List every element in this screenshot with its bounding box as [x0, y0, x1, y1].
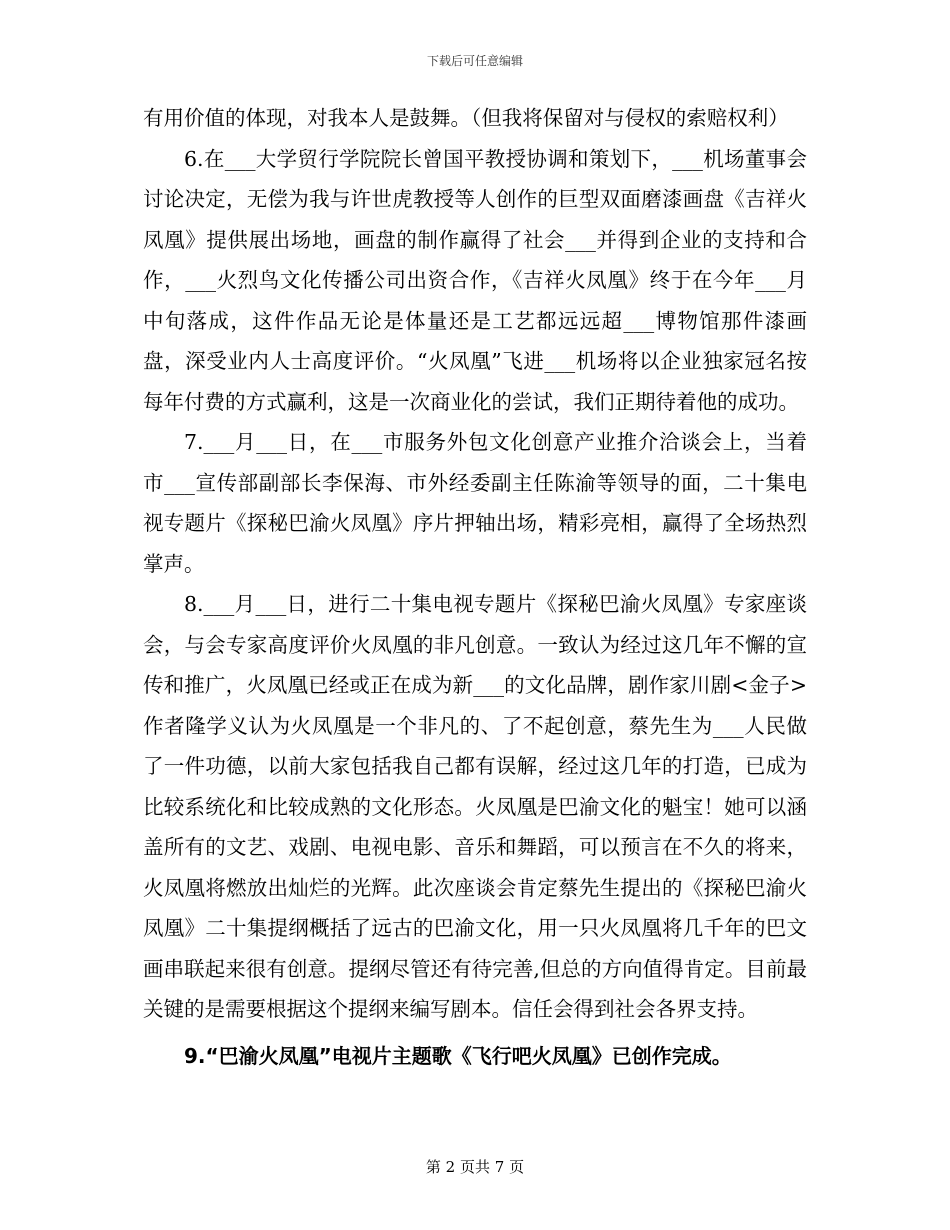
paragraph-item-7: 7.___月___日，在___市服务外包文化创意产业推介洽谈会上，当着市___宣传部副部长李保海、市外经委副主任陈渝等领导的面，二十集电视专题片《探秘巴渝火凤凰》序片押轴出场，精彩亮相，赢得了全场热烈掌声。 — [143, 430, 807, 576]
paragraph-item-9: 9.“巴渝火凤凰”电视片主题歌《飞行吧火凤凰》已创作完成。 — [184, 1043, 732, 1068]
paragraph-item-6: 6.在___大学贸行学院院长曾国平教授协调和策划下，___机场董事会讨论决定，无偿为我与许世虎教授等人创作的巨型双面磨漆画盘《吉祥火凤凰》提供展出场地，画盘的制作赢得了社会___并得到企业的支持和合作，___火烈鸟文化传播公司出资合作，《吉祥火凤凰》终于在今年___月中旬落成，这件作品无论是体量还是工艺都远远超___博物馆那件漆画盘，深受业内人士高度评价。“火凤凰”飞进___机场将以企业独家冠名按每年付费的方式赢利，这是一次商业化的尝试，我们正期待着他的成功。 — [143, 146, 807, 414]
paragraph-continuation: 有用价值的体现，对我本人是鼓舞。（但我将保留对与侵权的索赔权利） — [143, 106, 789, 130]
document-body — [143, 98, 807, 1076]
paragraph-item-8: 8.___月___日，进行二十集电视专题片《探秘巴渝火凤凰》专家座谈会，与会专家高度评价火凤凰的非凡创意。一致认为经过这几年不懈的宣传和推广，火凤凰已经或正在成为新___的文化品牌，剧作家川剧<金子>作者隆学义认为火凤凰是一个非凡的、了不起创意，蔡先生为___人民做了一件功德，以前大家包括我自己都有误解，经过这几年的打造，已成为比较系统化和比较成熟的文化形态。火凤凰是巴渝文化的魁宝！她可以涵盖所有的文艺、戏剧、电视电影、音乐和舞蹈，可以预言在不久的将来，火凤凰将燃放出灿烂的光辉。此次座谈会肯定蔡先生提出的《探秘巴渝火凤凰》二十集提纲概括了远古的巴渝文化，用一只火凤凰将几千年的巴文画串联起来很有创意。提纲尽管还有待完善,但总的方向值得肯定。目前最关键的是需要根据这个提纲来编写剧本。信任会得到社会各界支持。 — [143, 592, 807, 1021]
page-header: 下载后可任意编辑 — [426, 54, 523, 68]
page-footer: 第 2 页共 7 页 — [425, 1158, 525, 1176]
